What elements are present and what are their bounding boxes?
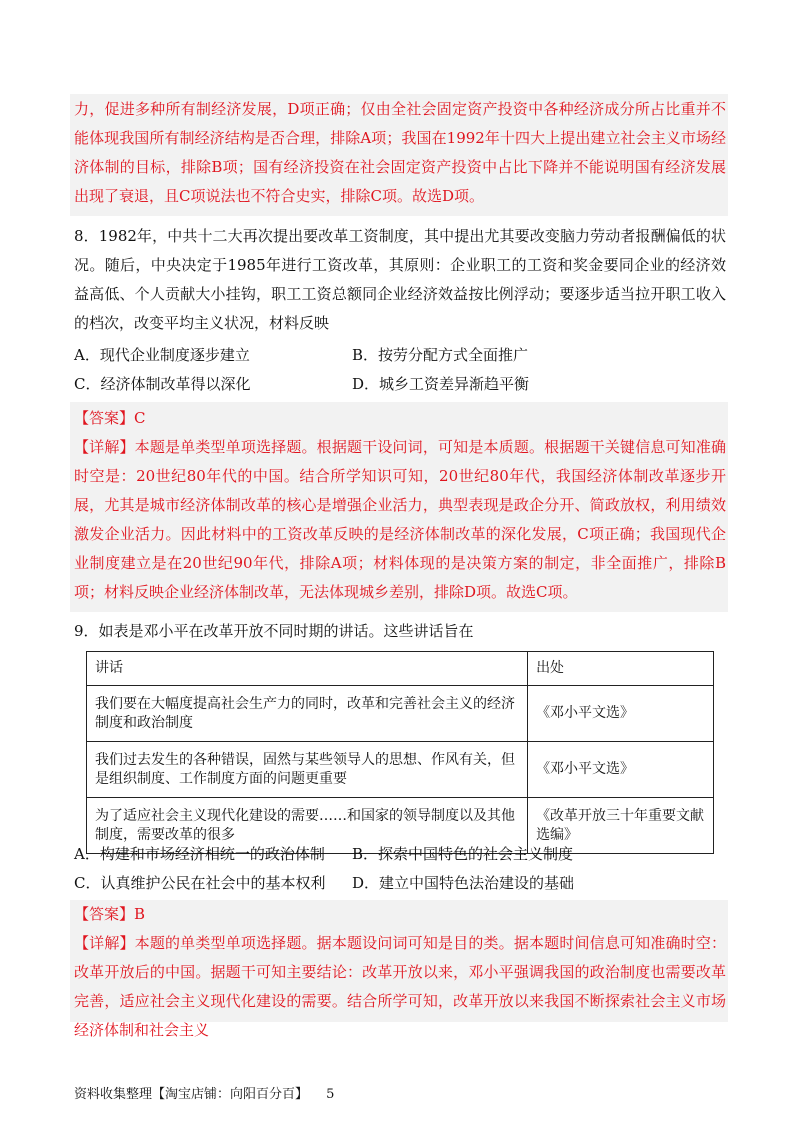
table-cell-source: 《改革开放三十年重要文献选编》 — [528, 798, 714, 854]
speech-table — [86, 651, 714, 854]
q9-answer: 【答案】B — [74, 905, 146, 923]
prev-detail-text: 力，促进多种所有制经济发展，D项正确；仅由全社会固定资产投资中各种经济成分所占比重并不能体现我国所有制经济结构是否合理，排除A项；我国在1992年十四大上提出建立社会主义市场经济体制的目标，排除B项；国有经济投资在社会固定资产投资中占比下降并不能说明国有经济发展出现了衰退，且C项说法也不符合史实，排除C项。故选D项。 — [74, 100, 726, 205]
page-footer — [74, 1086, 334, 1104]
table-row — [87, 742, 714, 798]
q9-option-b: B．探索中国特色的社会主义制度 — [352, 845, 574, 863]
table-cell-source: 《邓小平文选》 — [528, 742, 714, 798]
table-cell-speech: 我们要在大幅度提高社会生产力的同时，改革和完善社会主义的经济制度和政治制度 — [87, 686, 528, 742]
q9-detail: 【详解】本题的单类型单项选择题。据本题设问词可知是目的类。据本题时间信息可知准确时空：改革开放后的中国。据题干可知主要结论：改革开放以来，邓小平强调我国的政治制度也需要改革完善，适应社会主义现代化建设的需要。结合所学可知，改革开放以来我国不断探索社会主义市场经济体制和社会主义 — [74, 934, 726, 1039]
q9-option-c: C．认真维护公民在社会中的基本权利 — [74, 874, 326, 892]
q8-option-b: B．按劳分配方式全面推广 — [352, 346, 529, 364]
table-row — [87, 686, 714, 742]
table-header-speech: 讲话 — [87, 652, 528, 686]
q8-answer: 【答案】C — [74, 409, 146, 427]
q9-stem: 9．如表是邓小平在改革开放不同时期的讲话。这些讲话旨在 — [74, 622, 474, 640]
q8-option-d: D．城乡工资差异渐趋平衡 — [352, 375, 530, 393]
table-header-row — [87, 652, 714, 686]
page-number: 5 — [326, 1087, 335, 1102]
table-cell-speech: 我们过去发生的各种错误，固然与某些领导人的思想、作风有关，但是组织制度、工作制度方面的问题更重要 — [87, 742, 528, 798]
q8-detail: 【详解】本题是单类型单项选择题。根据题干设问词，可知是本质题。根据题干关键信息可知准确时空是：20世纪80年代的中国。结合所学知识可知，20世纪80年代，我国经济体制改革逐步开展，尤其是城市经济体制改革的核心是增强企业活力，典型表现是政企分开、简政放权，利用绩效激发企业活力。因此材料中的工资改革反映的是经济体制改革的深化发展，C项正确；我国现代企业制度建立是在20世纪90年代，排除A项；材料体现的是决策方案的制定，非全面推广，排除B项；材料反映企业经济体制改革，无法体现城乡差别，排除D项。故选C项。 — [74, 438, 726, 601]
table-cell-speech: 为了适应社会主义现代化建设的需要……和国家的领导制度以及其他制度，需要改革的很多 — [87, 798, 528, 854]
table-cell-source: 《邓小平文选》 — [528, 686, 714, 742]
table-header-source: 出处 — [528, 652, 714, 686]
q8-option-c: C．经济体制改革得以深化 — [74, 375, 251, 393]
q9-option-d: D．建立中国特色法治建设的基础 — [352, 874, 575, 892]
footer-source: 资料收集整理【淘宝店铺：向阳百分百】 — [74, 1087, 309, 1102]
q9-option-a: A．构建和市场经济相统一的政治体制 — [74, 845, 325, 863]
q8-stem: 8．1982年，中共十二大再次提出要改革工资制度，其中提出尤其要改变脑力劳动者报酬偏低的状况。随后，中央决定于1985年进行工资改革，其原则：企业职工的工资和奖金要同企业的经济效益高低、个人贡献大小挂钩，职工工资总额同企业经济效益按比例浮动；要逐步适当拉开职工收入的档次，改变平均主义状况，材料反映 — [74, 227, 726, 332]
q8-option-a: A．现代企业制度逐步建立 — [74, 346, 250, 364]
